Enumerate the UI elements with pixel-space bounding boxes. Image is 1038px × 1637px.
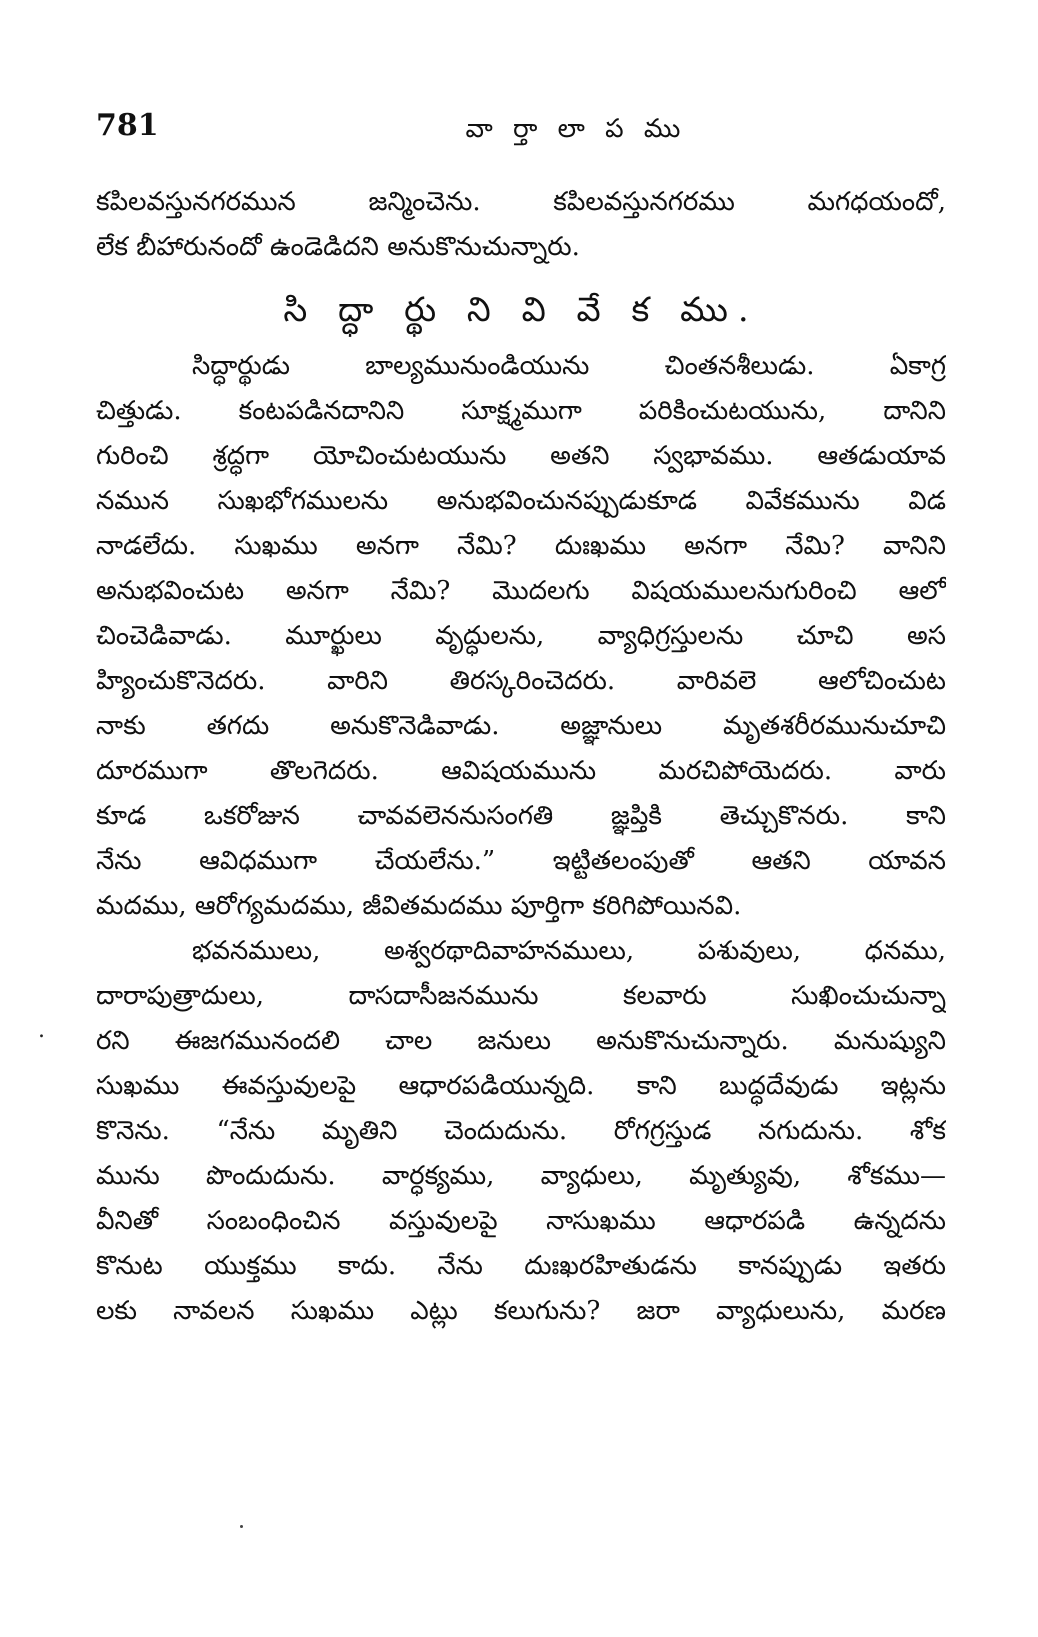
paragraph-2 <box>96 344 946 929</box>
text-line: మదము, ఆరోగ్యమదము, జీవితమదము పూర్తిగా కరిగిపోయినవి. <box>96 891 742 921</box>
text-line: సుఖము ఈవస్తువులపై ఆధారపడియున్నది. కాని బుద్ధదేవుడు ఇట్లను <box>96 1071 946 1101</box>
text-line: భవనములు, అశ్వరథాదివాహనములు, పశువులు, ధనము, <box>192 936 946 966</box>
text-line: హ్యించుకొనెదరు. వారిని తిరస్కరించెదరు. వారివలె ఆలోచించుట <box>96 666 946 696</box>
text-line: రని ఈజగమునందలి చాల జనులు అనుకొనుచున్నారు. మనుష్యుని <box>96 1026 946 1056</box>
text-line: లకు నావలన సుఖము ఎట్లు కలుగును? జరా వ్యాధులును, మరణ <box>96 1296 946 1326</box>
text-line: నేను ఆవిధముగా చేయలేను.” ఇట్టితలంపుతో ఆతని యావన <box>96 846 946 876</box>
text-line: దారాపుత్రాదులు, దాసదాసీజనమును కలవారు సుఖించుచున్నా <box>96 981 946 1011</box>
text-line: అనుభవించుట అనగా నేమి? మొదలగు విషయములనుగురించి ఆలో <box>96 576 946 606</box>
text-line: చిత్తుడు. కంటపడినదానిని సూక్ష్మముగా పరికించుటయును, దానిని <box>96 396 946 426</box>
page-body <box>96 180 946 1334</box>
text-line: గురించి శ్రద్ధగా యోచించుటయును అతని స్వభావము. ఆతడుయావ <box>96 441 946 471</box>
text-line: వీనితో సంబంధించిన వస్తువులపై నాసుఖము ఆధారపడి ఉన్నదను <box>96 1206 946 1236</box>
text-line: చించెడివాడు. మూర్ఖులు వృద్ధులను, వ్యాధిగ్రస్తులను చూచి అస <box>96 621 946 651</box>
margin-mark: . <box>38 1018 45 1043</box>
text-line: కూడ ఒకరోజున చావవలెననుసంగతి జ్ఞప్తికి తెచ్చుకొనరు. కాని <box>96 801 946 831</box>
text-line: నాకు తగదు అనుకొనెడివాడు. అజ్ఞానులు మృతశరీరమునుచూచి <box>96 711 946 741</box>
text-line: సిద్ధార్థుడు బాల్యమునుండియును చింతనశీలుడు. ఏకాగ్ర <box>192 351 946 381</box>
text-line: దూరముగా తొలగెదరు. ఆవిషయమును మరచిపోయెదరు. వారు <box>96 756 946 786</box>
text-line: లేక బీహారునందో ఉండెడిదని అనుకొనుచున్నారు. <box>96 232 580 262</box>
page-header <box>96 108 946 158</box>
paper-speck <box>240 1525 243 1528</box>
text-line: మును పొందుదును. వార్ధక్యము, వ్యాధులు, మృత్యువు, శోకము— <box>96 1161 946 1191</box>
paragraph-1 <box>96 180 946 270</box>
text-line: కొనెను. “నేను మృతిని చెందుదును. రోగగ్రస్తుడ నగుదును. శోక <box>96 1116 946 1146</box>
text-line: కపిలవస్తునగరమున జన్మించెను. కపిలవస్తునగరము మగధయందో, <box>96 187 946 217</box>
section-heading: సి ద్ధా ర్థు ని వి వే క ము. <box>283 290 759 330</box>
text-line: నాడలేదు. సుఖము అనగా నేమి? దుఃఖము అనగా నేమి? వానిని <box>96 531 946 561</box>
running-title: వా ర్తా లా ప ము <box>465 114 687 144</box>
page-number: 781 <box>96 108 159 143</box>
paragraph-3 <box>96 929 946 1334</box>
text-line: నమున సుఖభోగములను అనుభవించునప్పుడుకూడ వివేకమును విడ <box>96 486 946 516</box>
text-line: కొనుట యుక్తము కాదు. నేను దుఃఖరహితుడను కానప్పుడు ఇతరు <box>96 1251 946 1281</box>
